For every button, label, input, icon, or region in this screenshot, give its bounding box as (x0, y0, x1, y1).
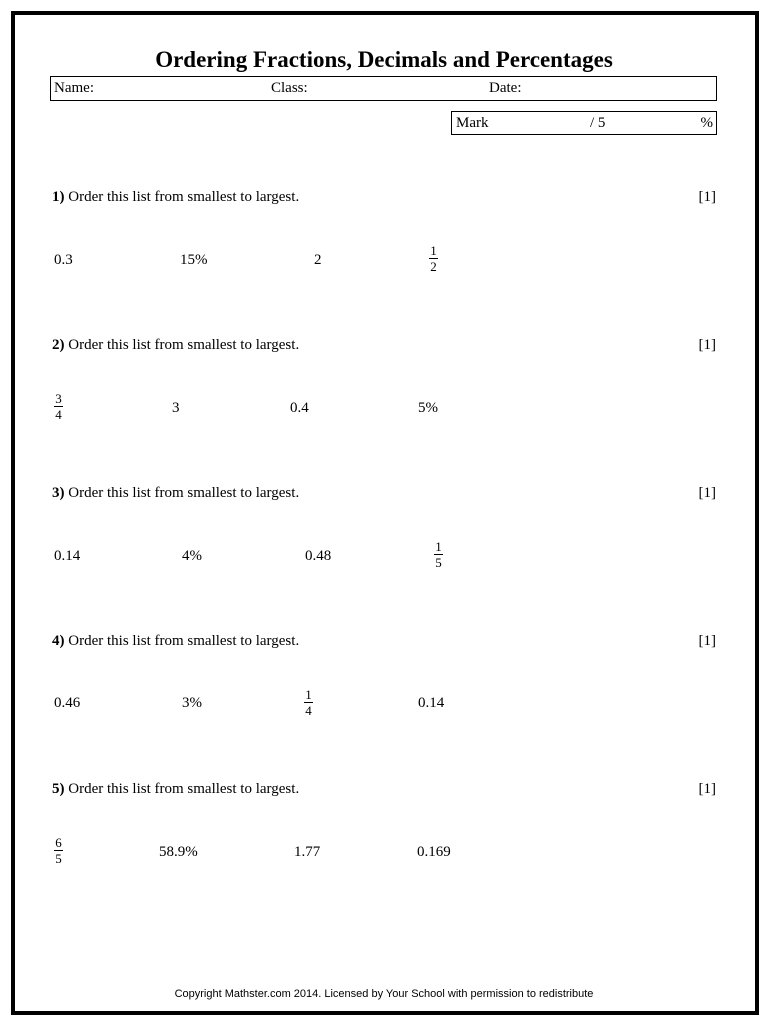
mark-box (451, 111, 717, 135)
fraction-numerator: 6 (55, 835, 62, 850)
student-info-box (50, 76, 717, 101)
fraction-denominator: 5 (55, 851, 62, 866)
list-item: 0.48 (305, 548, 332, 564)
question-number: 4) (52, 633, 65, 649)
list-item: 2 (314, 252, 322, 268)
list-item: 15% (180, 252, 208, 268)
fraction-item (304, 688, 313, 717)
list-item: 0.169 (417, 844, 451, 860)
question-1 (52, 189, 299, 206)
list-item: 0.14 (54, 548, 81, 564)
page-border (11, 11, 759, 1015)
list-item: 1.77 (294, 844, 321, 860)
question-3-marks: [1] (698, 485, 716, 501)
question-2 (52, 337, 299, 354)
question-3 (52, 485, 299, 502)
date-label: Date: (489, 80, 522, 96)
copyright-footer: Copyright Mathster.com 2014. Licensed by Your School with permission to redistribute (174, 988, 594, 1000)
list-item: 0.46 (54, 695, 81, 711)
mark-percent: % (700, 115, 713, 131)
class-label: Class: (271, 80, 308, 96)
question-number: 3) (52, 485, 65, 501)
question-text: Order this list from smallest to largest. (68, 633, 300, 649)
fraction-denominator: 4 (305, 703, 312, 718)
fraction-denominator: 2 (430, 259, 437, 274)
list-item: 0.3 (54, 252, 73, 268)
list-item: 3 (172, 400, 180, 416)
fraction-numerator: 1 (305, 687, 312, 702)
fraction-numerator: 1 (435, 539, 442, 554)
list-item: 58.9% (159, 844, 198, 860)
fraction-numerator: 1 (430, 243, 437, 258)
fraction-denominator: 4 (55, 407, 62, 422)
question-text: Order this list from smallest to largest. (68, 189, 300, 205)
list-item: 5% (418, 400, 438, 416)
question-text: Order this list from smallest to largest. (68, 781, 300, 797)
fraction-item (54, 836, 63, 865)
list-item: 3% (182, 695, 202, 711)
list-item: 0.14 (418, 695, 445, 711)
question-2-marks: [1] (698, 337, 716, 353)
question-4-marks: [1] (698, 633, 716, 649)
name-label: Name: (54, 80, 94, 96)
question-5 (52, 781, 299, 798)
fraction-item (54, 392, 63, 421)
question-text: Order this list from smallest to largest. (68, 337, 300, 353)
question-number: 1) (52, 189, 65, 205)
question-number: 2) (52, 337, 65, 353)
mark-out-of: / 5 (590, 115, 606, 131)
list-item: 4% (182, 548, 202, 564)
fraction-numerator: 3 (55, 391, 62, 406)
fraction-item (434, 540, 443, 569)
mark-label: Mark (456, 115, 489, 131)
question-1-marks: [1] (698, 189, 716, 205)
question-number: 5) (52, 781, 65, 797)
fraction-item (429, 244, 438, 273)
list-item: 0.4 (290, 400, 309, 416)
question-5-marks: [1] (698, 781, 716, 797)
question-text: Order this list from smallest to largest. (68, 485, 300, 501)
fraction-denominator: 5 (435, 555, 442, 570)
question-4 (52, 633, 299, 650)
worksheet-title: Ordering Fractions, Decimals and Percentages (155, 47, 613, 72)
